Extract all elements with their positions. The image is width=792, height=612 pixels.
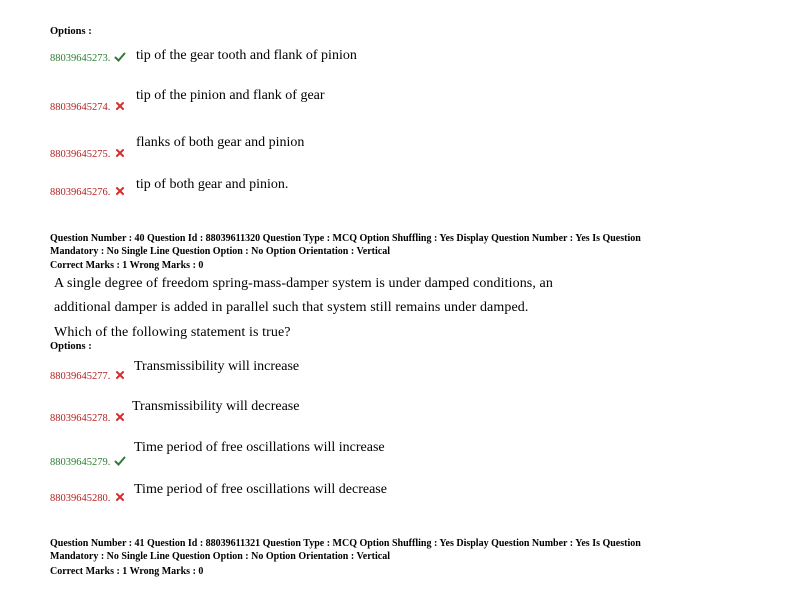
option-row[interactable]	[50, 182, 126, 200]
check-icon	[114, 455, 126, 467]
option-id: 88039645275.	[50, 149, 111, 160]
cross-icon	[114, 147, 126, 159]
option-id: 88039645273.	[50, 53, 111, 64]
option-row[interactable]	[50, 408, 126, 426]
question-text: A single degree of freedom spring-mass-damper system is under damped conditions, an	[54, 276, 553, 291]
cross-icon	[114, 369, 126, 381]
option-id: 88039645276.	[50, 187, 111, 198]
option-row[interactable]	[50, 488, 126, 506]
option-text: Time period of free oscillations will decrease	[134, 482, 387, 497]
option-id: 88039645279.	[50, 457, 111, 468]
question-meta-line: Question Number : 41 Question Id : 88039611321 Question Type : MCQ Option Shuffling : Yes Display Question Number : Yes Is Question	[50, 538, 641, 549]
question-meta-line: Question Number : 40 Question Id : 88039611320 Question Type : MCQ Option Shuffling : Yes Display Question Number : Yes Is Question	[50, 233, 641, 244]
option-row[interactable]	[50, 366, 126, 384]
option-id: 88039645278.	[50, 413, 111, 424]
option-id: 88039645274.	[50, 102, 111, 113]
option-row[interactable]	[50, 48, 126, 66]
option-text: flanks of both gear and pinion	[136, 135, 305, 150]
option-row[interactable]	[50, 144, 126, 162]
options-label: Options :	[50, 341, 92, 352]
option-row[interactable]	[50, 452, 126, 470]
option-text: tip of the gear tooth and flank of pinion	[136, 48, 357, 63]
question-marks: Correct Marks : 1 Wrong Marks : 0	[50, 566, 204, 577]
question-meta-line: Mandatory : No Single Line Question Option : No Option Orientation : Vertical	[50, 246, 391, 257]
cross-icon	[114, 491, 126, 503]
options-label: Options :	[50, 26, 92, 37]
question-meta-line: Mandatory : No Single Line Question Option : No Option Orientation : Vertical	[50, 551, 391, 562]
question-text: Which of the following statement is true?	[54, 325, 291, 340]
check-icon	[114, 51, 126, 63]
option-text: tip of both gear and pinion.	[136, 177, 289, 192]
option-id: 88039645277.	[50, 371, 111, 382]
cross-icon	[114, 185, 126, 197]
option-text: Transmissibility will decrease	[132, 399, 300, 414]
cross-icon	[114, 411, 126, 423]
question-text: additional damper is added in parallel such that system still remains under damped.	[54, 300, 529, 315]
option-text: tip of the pinion and flank of gear	[136, 88, 325, 103]
option-text: Transmissibility will increase	[134, 359, 300, 374]
option-row[interactable]	[50, 97, 126, 115]
question-marks: Correct Marks : 1 Wrong Marks : 0	[50, 260, 204, 271]
cross-icon	[114, 100, 126, 112]
option-id: 88039645280.	[50, 493, 111, 504]
option-text: Time period of free oscillations will increase	[134, 440, 385, 455]
